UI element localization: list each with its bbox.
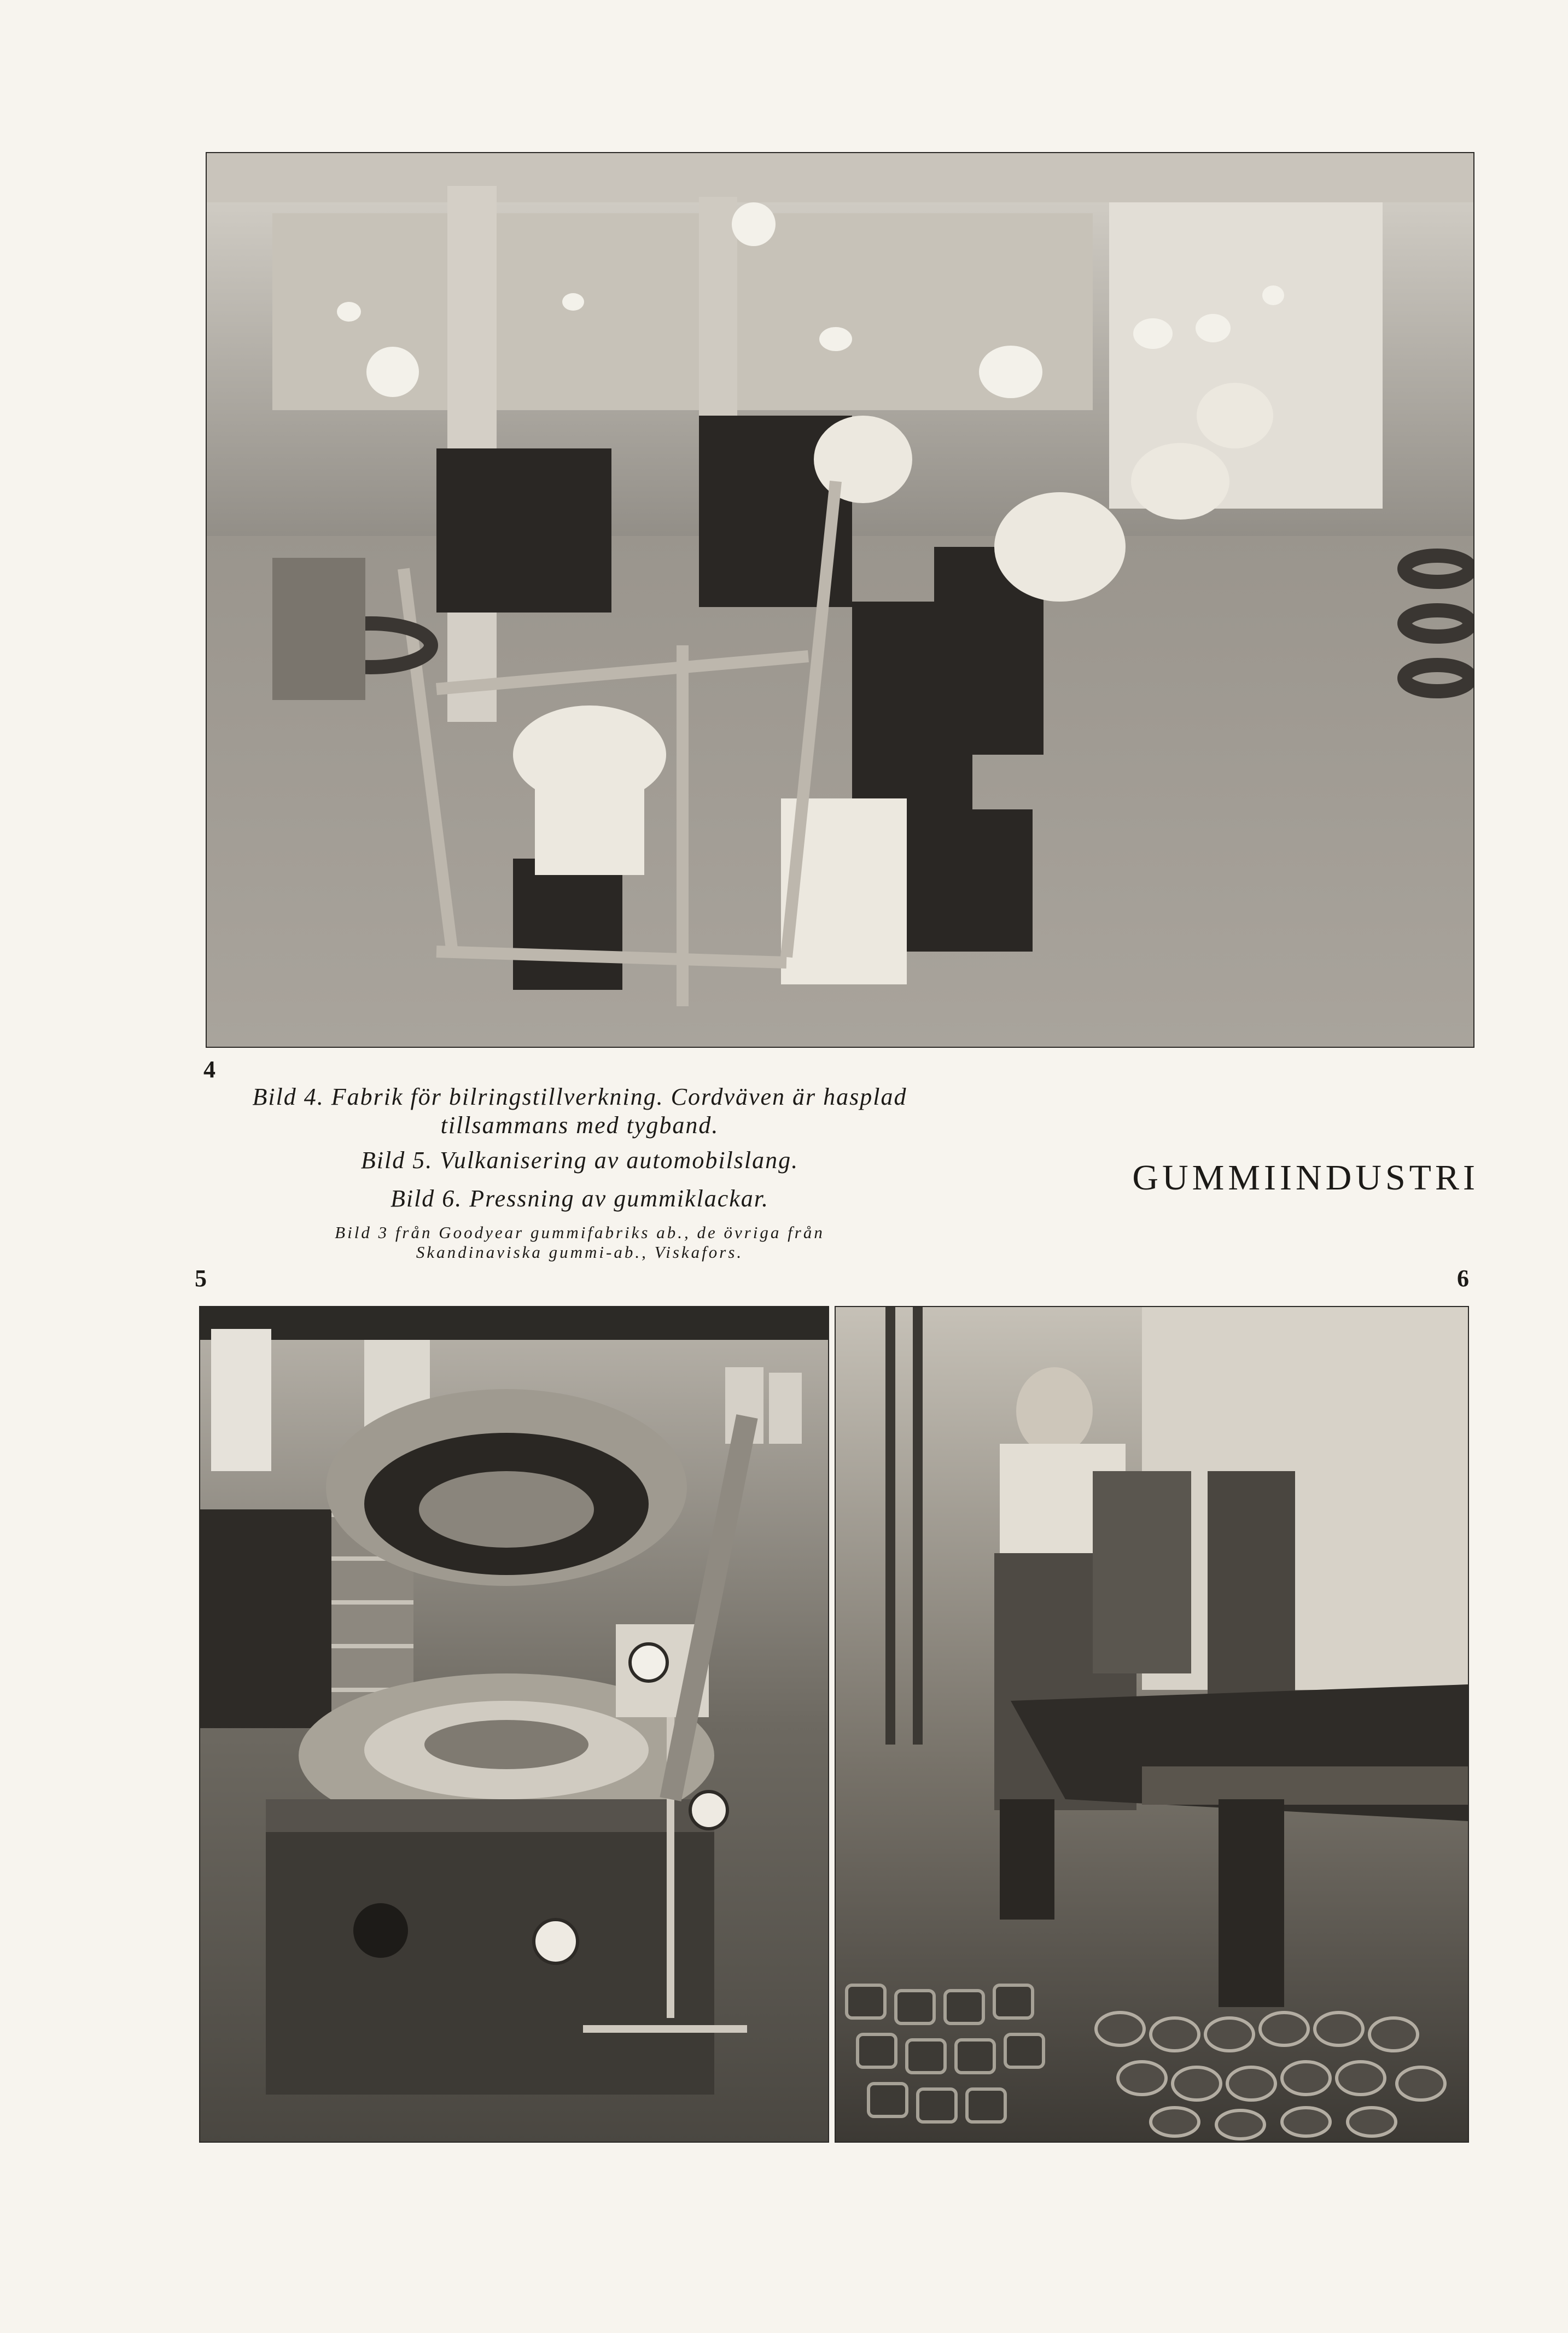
- photo-credit-line2: Skandinaviska gummi-ab., Viskafors.: [416, 1243, 744, 1262]
- photo-vulcanizing-press: [200, 1307, 828, 2142]
- photo-credit: [208, 1223, 952, 1262]
- caption-figure-6: Bild 6. Pressning av gummiklackar.: [390, 1185, 770, 1212]
- caption-figure-5: Bild 5. Vulkanisering av automobilslang.: [360, 1147, 799, 1174]
- photo-tire-factory: [207, 153, 1473, 1047]
- figure-number-4: 4: [203, 1056, 215, 1083]
- photo-heel-pressing-image: [836, 1307, 1468, 2142]
- photo-heel-pressing: [836, 1307, 1468, 2142]
- photo-vulcanizing-press-image: [200, 1307, 828, 2142]
- figure-number-5: 5: [195, 1265, 207, 1292]
- photo-credit-line1: Bild 3 från Goodyear gummifabriks ab., de övriga från: [335, 1223, 825, 1242]
- caption-figure-4-line1: Bild 4. Fabrik för bilringstillverkning. Cordväven är hasplad: [252, 1083, 907, 1110]
- caption-figure-4-line2: tillsammans med tygband.: [440, 1112, 719, 1139]
- page-title: GUMMIINDUSTRI: [1132, 1158, 1479, 1198]
- photo-tire-factory-image: [207, 153, 1473, 1047]
- caption-figure-4: [208, 1083, 952, 1140]
- figure-number-6: 6: [1457, 1265, 1469, 1292]
